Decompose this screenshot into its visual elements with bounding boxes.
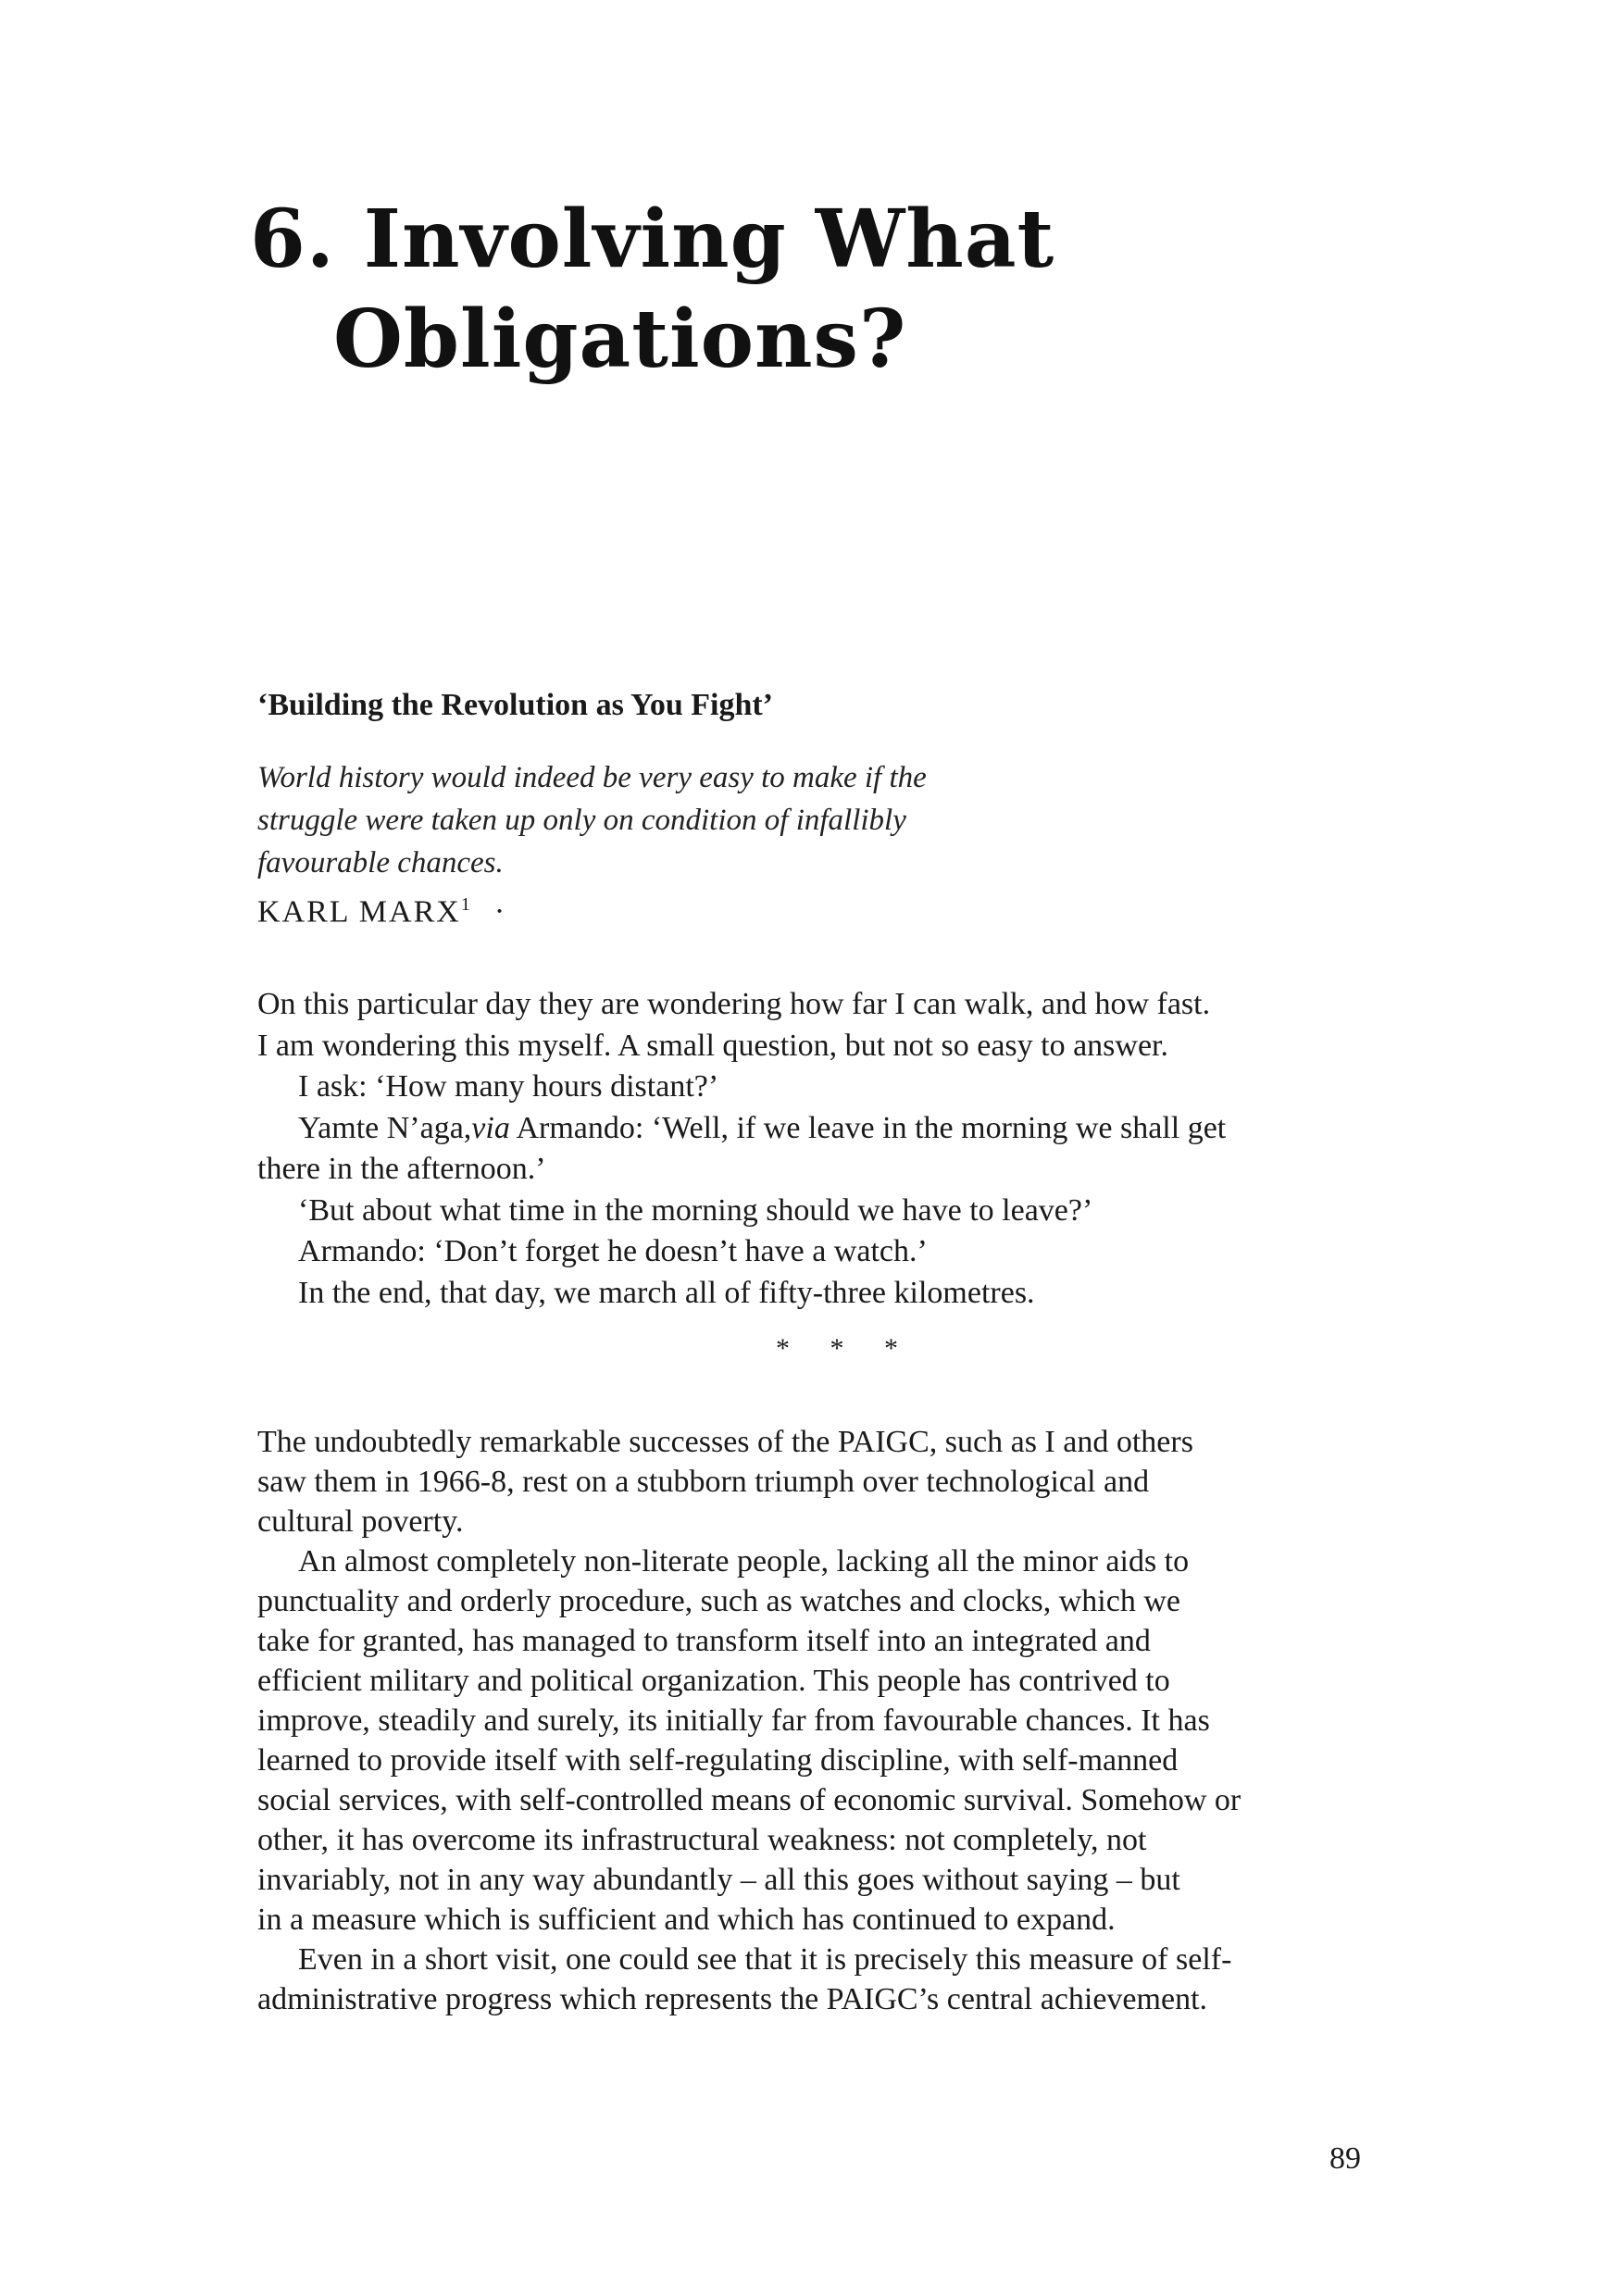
text-line: In the end, that day, we march all of fifty-three kilometres.: [298, 1275, 1035, 1310]
text-line: invariably, not in any way abundantly – all this goes without saying – but: [257, 1863, 1180, 1897]
text-line: Armando: ‘Don’t forget he doesn’t have a watch.’: [298, 1234, 928, 1268]
page-number: 89: [1329, 2141, 1361, 2176]
text-line: other, it has overcome its infrastructural weakness: not completely, not: [257, 1823, 1147, 1857]
text-line: cultural poverty.: [257, 1504, 464, 1539]
epigraph-line: struggle were taken up only on condition of infallibly: [257, 804, 906, 837]
text-line: An almost completely non-literate people, lacking all the minor aids to: [298, 1544, 1190, 1578]
epigraph-line: World history would indeed be very easy to make if the: [257, 761, 927, 794]
text-line: saw them in 1966-8, rest on a stubborn triumph over technological and: [257, 1465, 1150, 1499]
text-line: ‘But about what time in the morning should we have to leave?’: [298, 1192, 1093, 1228]
text-line: efficient military and political organization. This people has contrived to: [257, 1664, 1170, 1698]
epigraph-author: KARL MARX: [257, 894, 461, 930]
paragraph-2: [257, 1541, 1387, 1940]
section-heading: ‘Building the Revolution as You Fight’: [257, 688, 773, 722]
text-line: On this particular day they are wondering how far I can walk, and how fast.: [257, 987, 1211, 1021]
chapter-title: [250, 190, 1361, 390]
text-line: [257, 1108, 1387, 1150]
text-line: learned to provide itself with self-regulating discipline, with self-manned: [257, 1743, 1179, 1778]
text-line: I ask: ‘How many hours distant?’: [298, 1069, 719, 1104]
epigraph-quote: [257, 756, 1183, 884]
text-line: administrative progress which represents the PAIGC’s central achievement.: [257, 1982, 1208, 2016]
text-line: I am wondering this myself. A small question, but not so easy to answer.: [257, 1028, 1169, 1063]
epigraph-line: favourable chances.: [257, 846, 504, 880]
text-line: Even in a short visit, one could see that it is precisely this measure of self-: [298, 1942, 1232, 1977]
italic-via: via: [471, 1110, 510, 1145]
speech: Armando: ‘Well, if we leave in the morning we shall get: [509, 1110, 1227, 1145]
stray-mark: ·: [493, 894, 507, 930]
paragraph-3: [257, 1940, 1387, 2019]
text-line: there in the afternoon.’: [257, 1152, 546, 1186]
chapter-title-line-1: 6. Involving What: [250, 193, 1055, 286]
paragraph-1: [257, 1422, 1387, 1541]
speaker-name: Yamte N’aga,: [298, 1110, 472, 1145]
text-line: punctuality and orderly procedure, such as watches and clocks, which we: [257, 1584, 1180, 1618]
text-line: The undoubtedly remarkable successes of the PAIGC, such as I and others: [257, 1425, 1193, 1459]
epigraph-attribution: [257, 883, 506, 933]
dialogue-passage: [257, 984, 1387, 1314]
text-line: take for granted, has managed to transform itself into an integrated and: [257, 1624, 1151, 1658]
footnote-reference: 1: [460, 894, 470, 915]
chapter-title-line-2: Obligations?: [333, 293, 907, 386]
section-separator: * * *: [776, 1333, 915, 1364]
body-text: [257, 1422, 1387, 2019]
text-line: improve, steadily and surely, its initially far from favourable chances. It has: [257, 1703, 1210, 1738]
text-line: in a measure which is sufficient and which has continued to expand.: [257, 1903, 1116, 1937]
text-line: social services, with self-controlled means of economic survival. Somehow or: [257, 1783, 1241, 1817]
